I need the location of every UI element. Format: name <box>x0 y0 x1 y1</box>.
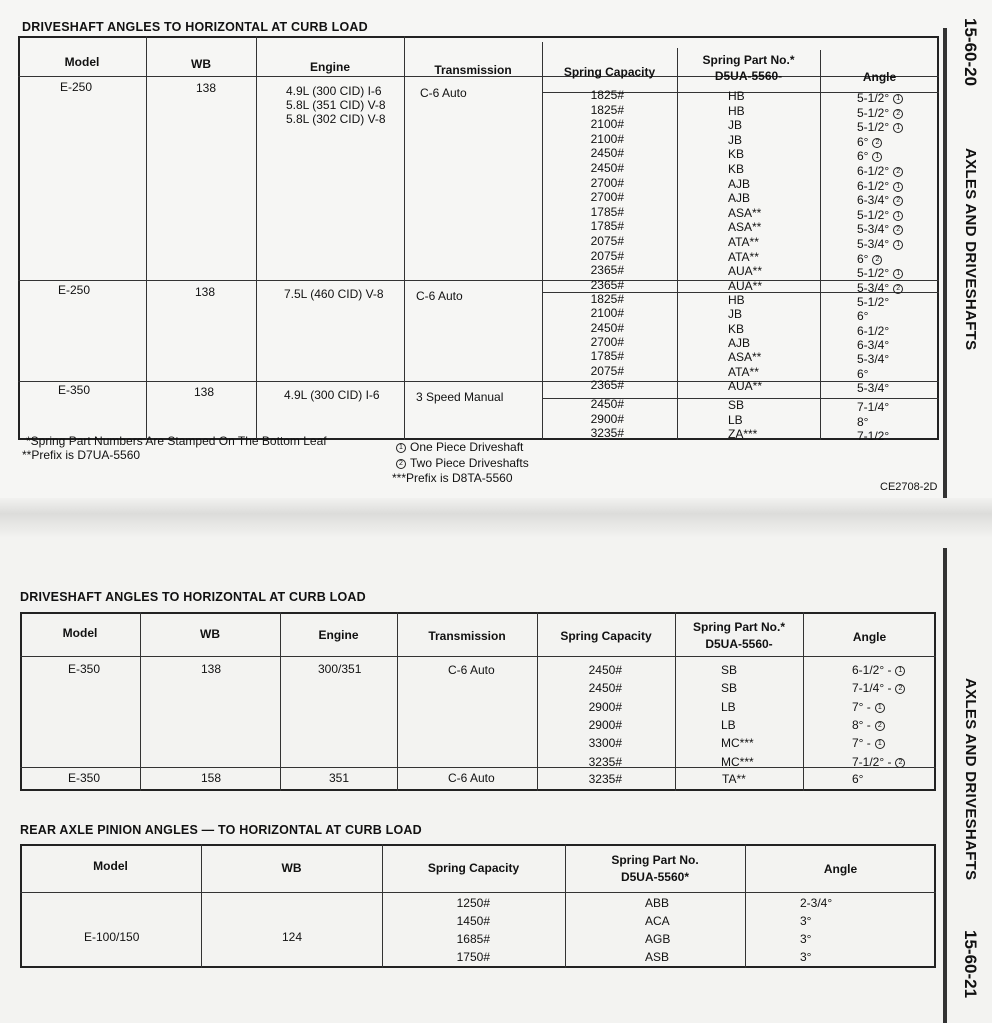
col-header-wb: WB <box>200 627 220 641</box>
spring-part-cell: AUA** <box>728 264 763 278</box>
spring-capacity-cell: 1785# <box>590 349 624 363</box>
col-divider <box>537 612 538 791</box>
angle-cell: 5-1/2° 1 <box>857 208 903 222</box>
angle-cell: 2-3/4° <box>800 896 833 910</box>
angle-cell: 6-1/2° <box>857 324 890 338</box>
col-divider <box>382 844 383 968</box>
col-header-spring-part-sub: D5UA-5560- <box>705 637 773 651</box>
col-header-model: Model <box>93 859 128 873</box>
spring-capacity-cell: 2450# <box>590 146 624 160</box>
group-divider <box>18 280 939 281</box>
spring-capacity-cell: 2100# <box>590 117 624 131</box>
angle-cell: 6-3/4° 2 <box>857 193 903 207</box>
angle-cell: 7-1/2° - 2 <box>852 755 905 769</box>
spring-part-cell: ASA** <box>728 220 762 234</box>
spring-part-cell: ASA** <box>728 206 762 220</box>
spring-part-cell: MC*** <box>721 736 754 750</box>
b2-wb: 158 <box>201 771 222 785</box>
b1-wb: 138 <box>201 662 222 676</box>
angle-cell: 6° <box>857 367 869 381</box>
footnote: **Prefix is D7UA-5560 <box>22 448 141 462</box>
angle-cell: 6° 2 <box>857 252 882 266</box>
g1-engine: 5.8L (302 CID) V-8 <box>286 112 386 126</box>
g3-model: E-350 <box>58 383 91 397</box>
spring-capacity-cell: 1825# <box>590 292 624 306</box>
footnote-marker-icon: 1 <box>893 211 903 221</box>
spring-part-cell: AJB <box>728 336 751 350</box>
footnote-marker-icon: 1 <box>893 123 903 133</box>
spring-capacity-cell: 1250# <box>456 896 490 910</box>
header-divider <box>20 892 936 893</box>
col-divider <box>397 612 398 791</box>
col-divider <box>201 844 202 968</box>
spring-part-cell: ZA*** <box>728 427 758 441</box>
col-divider <box>256 36 257 440</box>
angle-cell: 5-1/2° 1 <box>857 266 903 280</box>
group-divider <box>20 767 936 768</box>
spring-part-cell: AGB <box>645 932 671 946</box>
spring-capacity-cell: 2700# <box>590 190 624 204</box>
spring-capacity-cell: 3235# <box>590 426 624 440</box>
spring-capacity-cell: 2365# <box>590 278 624 292</box>
b2-engine: 351 <box>329 771 350 785</box>
bottom-table1-title: DRIVESHAFT ANGLES TO HORIZONTAL AT CURB LOAD <box>20 590 366 604</box>
page-number-bottom: 15-60-21 <box>961 930 980 999</box>
col-header-transmission: Transmission <box>428 629 506 643</box>
spring-part-cell: ACA <box>645 914 670 928</box>
angle-cell: 6° <box>857 309 869 323</box>
spring-capacity-cell: 2450# <box>588 681 622 695</box>
footnote-marker-icon: 2 <box>875 721 885 731</box>
section-title-bottom: AXLES AND DRIVESHAFTS <box>962 678 979 881</box>
spring-part-cell: JB <box>728 133 743 147</box>
group-divider <box>18 381 939 382</box>
footnote-marker-icon: 1 <box>875 703 885 713</box>
angle-cell: 8° <box>857 415 869 429</box>
angle-cell: 5-3/4° 2 <box>857 281 903 295</box>
col-divider <box>280 612 281 791</box>
g1-engine: 4.9L (300 CID) I-6 <box>286 84 382 98</box>
spring-part-cell: AUA** <box>728 279 763 293</box>
footnote-two-piece: 2 Two Piece Driveshafts <box>396 456 529 470</box>
footnote-marker-icon: 1 <box>875 739 885 749</box>
col-header-angle: Angle <box>823 862 858 876</box>
g1-model: E-250 <box>60 80 93 94</box>
spring-capacity-cell: 2075# <box>590 249 624 263</box>
col-divider <box>745 844 746 968</box>
b2-model: E-350 <box>68 771 101 785</box>
spring-capacity-cell: 1825# <box>590 103 624 117</box>
col-divider <box>146 36 147 440</box>
spring-part-cell: ATA** <box>728 235 759 249</box>
footnote-marker-icon: 2 <box>895 758 905 768</box>
spring-part-cell: ASA** <box>728 350 762 364</box>
footnote-marker-icon: 2 <box>895 684 905 694</box>
spring-capacity-cell: 2900# <box>588 700 622 714</box>
g2-engine: 7.5L (460 CID) V-8 <box>284 287 384 301</box>
spring-part-cell: JB <box>728 118 743 132</box>
footnote-one-piece: 1 One Piece Driveshaft <box>396 440 523 454</box>
angle-cell: 6° 1 <box>857 149 882 163</box>
g1-transmission: C-6 Auto <box>420 86 467 100</box>
angle-cell: 7-1/4° <box>857 400 890 414</box>
spring-capacity-cell: 2075# <box>590 364 624 378</box>
spring-part-cell: ATA** <box>728 250 759 264</box>
spring-capacity-cell: 1785# <box>590 219 624 233</box>
spring-capacity-cell: 2900# <box>588 718 622 732</box>
footnote-marker-icon: 1 <box>872 152 882 162</box>
section-title-top: AXLES AND DRIVESHAFTS <box>962 148 979 351</box>
spring-capacity-cell: 3300# <box>588 736 622 750</box>
g2-transmission: C-6 Auto <box>416 289 463 303</box>
spring-part-cell: JB <box>728 307 743 321</box>
angle-cell: 3° <box>800 932 812 946</box>
spring-capacity-cell: 2450# <box>590 161 624 175</box>
side-rule-bottom <box>943 548 947 1023</box>
angle-cell: 7° - 1 <box>852 700 885 714</box>
angle-cell: 6-1/2° - 1 <box>852 663 905 677</box>
spring-capacity-cell: 2365# <box>590 378 624 392</box>
g3-transmission: 3 Speed Manual <box>416 390 504 404</box>
angle-cell: 5-1/2° 2 <box>857 106 903 120</box>
col-header-angle: Angle <box>852 630 887 644</box>
t2-wb: 124 <box>282 930 303 944</box>
spring-part-cell: MC*** <box>721 755 754 769</box>
angle-cell: 8° - 2 <box>852 718 885 732</box>
footnote-marker-icon: 2 <box>893 196 903 206</box>
angle-cell: 5-1/2° 1 <box>857 91 903 105</box>
col-header-model: Model <box>64 55 100 69</box>
col-header-engine: Engine <box>309 60 350 74</box>
spring-part-cell: AJB <box>728 191 751 205</box>
spring-capacity-cell: 1450# <box>456 914 490 928</box>
spring-part-cell: KB <box>728 147 745 161</box>
side-rule-top <box>943 28 947 498</box>
angle-cell: 7-1/2° <box>857 429 890 443</box>
footnote-marker-icon: 2 <box>893 167 903 177</box>
g2-wb: 138 <box>195 285 216 299</box>
spring-part-cell: ASB <box>645 950 670 964</box>
page-fold <box>0 498 992 538</box>
spring-capacity-cell: 1825# <box>590 88 624 102</box>
b2-transmission: C-6 Auto <box>448 771 495 785</box>
spring-capacity-cell: 2365# <box>590 263 624 277</box>
bottom-table2-title: REAR AXLE PINION ANGLES — TO HORIZONTAL AT CURB LOAD <box>20 823 422 837</box>
col-header-angle: Angle <box>862 70 897 84</box>
col-divider <box>803 612 804 791</box>
b2-part: TA** <box>722 772 746 786</box>
spring-capacity-cell: 2700# <box>590 176 624 190</box>
footnote-marker-icon: 1 <box>893 182 903 192</box>
col-divider <box>565 844 566 968</box>
angle-cell: 5-3/4° <box>857 381 890 395</box>
angle-cell: 3° <box>800 950 812 964</box>
spring-part-cell: ATA** <box>728 365 759 379</box>
spring-capacity-cell: 1785# <box>590 205 624 219</box>
spring-capacity-cell: 2450# <box>590 321 624 335</box>
g1-wb: 138 <box>196 81 217 95</box>
spring-capacity-cell: 2100# <box>590 132 624 146</box>
footnote-marker-icon: 2 <box>872 138 882 148</box>
spring-capacity-cell: 1750# <box>456 950 490 964</box>
spring-capacity-cell: 2075# <box>590 234 624 248</box>
angle-cell: 7-1/4° - 2 <box>852 681 905 695</box>
footnote-marker-icon: 2 <box>872 255 882 265</box>
col-header-model: Model <box>62 626 98 640</box>
col-header-spring-capacity: Spring Capacity <box>427 861 520 875</box>
footnote-marker-icon: 2 <box>893 284 903 294</box>
spring-part-cell: LB <box>728 413 743 427</box>
col-header-wb: WB <box>191 57 211 71</box>
col-header-spring-part-sub: D5UA-5560* <box>620 870 690 884</box>
footnote-marker-icon: 1 <box>893 269 903 279</box>
g1-engine: 5.8L (351 CID) V-8 <box>286 98 386 112</box>
spring-part-cell: ABB <box>645 896 670 910</box>
top-table-title: DRIVESHAFT ANGLES TO HORIZONTAL AT CURB LOAD <box>22 20 368 34</box>
spring-part-cell: KB <box>728 162 745 176</box>
col-header-spring-part: Spring Part No.* <box>692 620 785 634</box>
col-divider <box>404 36 405 440</box>
col-header-spring-part-sub: D5UA-5560- <box>714 69 783 83</box>
footnote-marker-icon: 1 <box>893 94 903 104</box>
angle-cell: 3° <box>800 914 812 928</box>
angle-cell: 6-3/4° <box>857 338 890 352</box>
col-header-transmission: Transmission <box>434 63 512 77</box>
spring-part-cell: AJB <box>728 177 751 191</box>
t2-model: E-100/150 <box>84 930 140 944</box>
angle-cell: 6-1/2° 2 <box>857 164 903 178</box>
spring-part-cell: HB <box>728 104 745 118</box>
footnote-marker-icon: 1 <box>893 240 903 250</box>
g3-engine: 4.9L (300 CID) I-6 <box>284 388 380 402</box>
spring-part-cell: SB <box>721 663 738 677</box>
spring-part-cell: HB <box>728 293 745 307</box>
col-header-spring-capacity: Spring Capacity <box>563 65 656 79</box>
spring-capacity-cell: 2900# <box>590 412 624 426</box>
angle-cell: 6-1/2° 1 <box>857 179 903 193</box>
col-header-engine: Engine <box>318 628 359 642</box>
angle-cell: 5-3/4° 1 <box>857 237 903 251</box>
b1-engine: 300/351 <box>318 662 362 676</box>
spring-capacity-cell: 2450# <box>588 663 622 677</box>
col-header-spring-part: Spring Part No.* <box>702 53 795 67</box>
footnote-marker-icon: 2 <box>893 225 903 235</box>
spring-capacity-cell: 2700# <box>590 335 624 349</box>
angle-cell: 5-1/2° <box>857 295 890 309</box>
spring-part-cell: LB <box>721 718 736 732</box>
angle-cell: 5-3/4° <box>857 352 890 366</box>
b2-angle: 6° <box>852 772 864 786</box>
col-header-spring-part: Spring Part No. <box>611 853 699 867</box>
spring-part-cell: AUA** <box>728 379 763 393</box>
header-divider <box>20 656 936 657</box>
spring-part-cell: SB <box>728 398 745 412</box>
col-header-spring-capacity: Spring Capacity <box>560 629 652 643</box>
angle-cell: 5-1/2° 1 <box>857 120 903 134</box>
angle-cell: 7° - 1 <box>852 736 885 750</box>
spring-capacity-cell: 2100# <box>590 306 624 320</box>
col-divider <box>675 612 676 791</box>
angle-cell: 6° 2 <box>857 135 882 149</box>
g3-wb: 138 <box>194 385 215 399</box>
angle-cell: 5-3/4° 2 <box>857 222 903 236</box>
footnote-marker-icon: 1 <box>895 666 905 676</box>
g2-model: E-250 <box>58 283 91 297</box>
footnote: ***Prefix is D8TA-5560 <box>392 471 513 485</box>
spring-part-cell: SB <box>721 681 738 695</box>
spring-capacity-cell: 2450# <box>590 397 624 411</box>
spring-part-cell: KB <box>728 322 745 336</box>
spring-capacity-cell: 1685# <box>456 932 490 946</box>
b1-transmission: C-6 Auto <box>448 663 495 677</box>
footnote: *Spring Part Numbers Are Stamped On The Bottom Leaf <box>26 434 327 448</box>
col-divider <box>140 612 141 791</box>
b2-capacity: 3235# <box>588 772 622 786</box>
spring-part-cell: LB <box>721 700 736 714</box>
spring-capacity-cell: 3235# <box>588 755 622 769</box>
top-table <box>18 36 939 440</box>
spring-part-cell: HB <box>728 89 745 103</box>
b1-model: E-350 <box>68 662 101 676</box>
page-number-top: 15-60-20 <box>961 18 980 87</box>
figure-code: CE2708-2D <box>880 481 938 493</box>
col-header-wb: WB <box>281 861 302 875</box>
footnote-marker-icon: 2 <box>893 109 903 119</box>
